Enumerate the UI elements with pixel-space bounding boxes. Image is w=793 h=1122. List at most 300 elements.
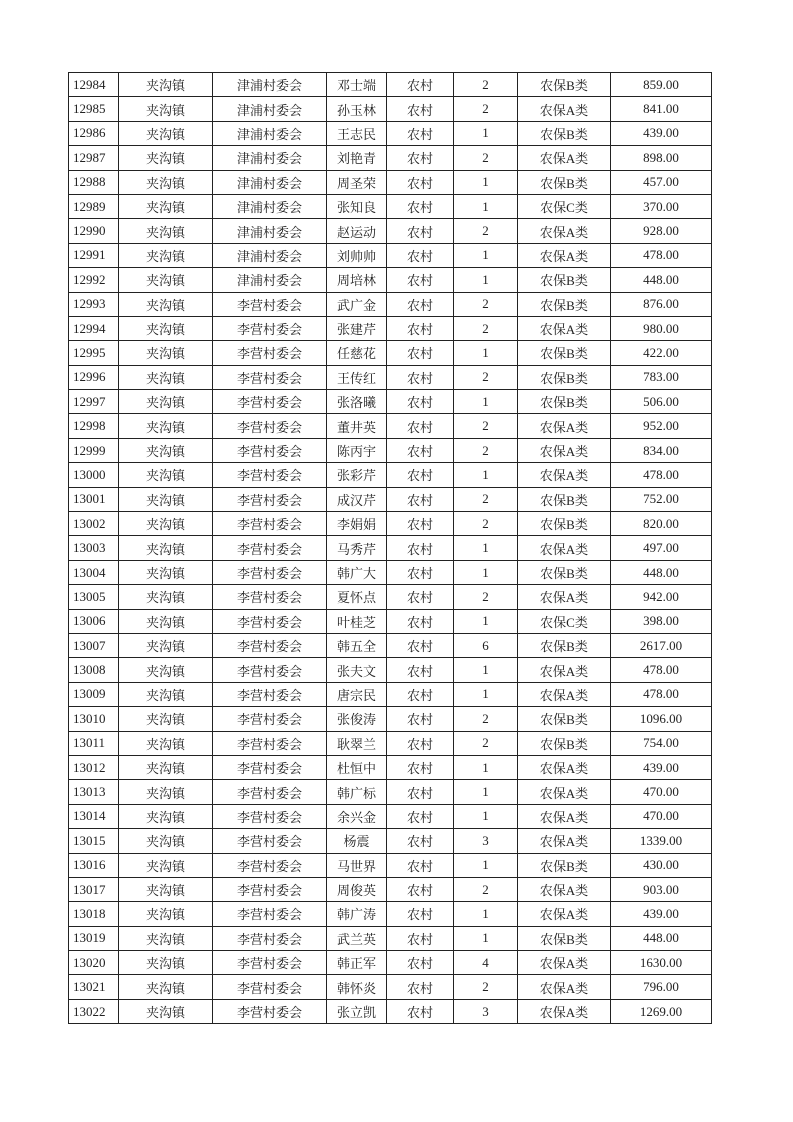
cell-town: 夹沟镇 [119, 97, 213, 121]
cell-amount: 470.00 [611, 780, 712, 804]
cell-village-committee: 李营村委会 [213, 341, 327, 365]
table-row [69, 731, 712, 755]
cell-town: 夹沟镇 [119, 707, 213, 731]
cell-area-type: 农村 [387, 829, 454, 853]
cell-town: 夹沟镇 [119, 536, 213, 560]
cell-amount: 841.00 [611, 97, 712, 121]
cell-name: 孙玉林 [327, 97, 387, 121]
table-row [69, 97, 712, 121]
cell-household-size: 1 [454, 121, 518, 145]
cell-name: 邓士端 [327, 73, 387, 97]
cell-amount: 876.00 [611, 292, 712, 316]
cell-amount: 439.00 [611, 902, 712, 926]
cell-area-type: 农村 [387, 633, 454, 657]
cell-name: 武广金 [327, 292, 387, 316]
cell-area-type: 农村 [387, 243, 454, 267]
cell-household-size: 1 [454, 926, 518, 950]
cell-insurance-category: 农保A类 [518, 999, 611, 1023]
cell-area-type: 农村 [387, 926, 454, 950]
cell-household-size: 2 [454, 146, 518, 170]
cell-insurance-category: 农保B类 [518, 341, 611, 365]
cell-record-id: 12996 [69, 365, 119, 389]
cell-area-type: 农村 [387, 658, 454, 682]
cell-insurance-category: 农保A类 [518, 536, 611, 560]
cell-village-committee: 李营村委会 [213, 365, 327, 389]
cell-village-committee: 李营村委会 [213, 438, 327, 462]
table-row [69, 170, 712, 194]
cell-area-type: 农村 [387, 341, 454, 365]
cell-record-id: 12984 [69, 73, 119, 97]
cell-town: 夹沟镇 [119, 975, 213, 999]
cell-name: 刘艳青 [327, 146, 387, 170]
table-row [69, 951, 712, 975]
cell-village-committee: 李营村委会 [213, 487, 327, 511]
cell-name: 耿翠兰 [327, 731, 387, 755]
cell-record-id: 13019 [69, 926, 119, 950]
cell-town: 夹沟镇 [119, 316, 213, 340]
cell-record-id: 13006 [69, 609, 119, 633]
cell-area-type: 农村 [387, 438, 454, 462]
cell-household-size: 2 [454, 219, 518, 243]
table-row [69, 926, 712, 950]
cell-household-size: 2 [454, 877, 518, 901]
cell-town: 夹沟镇 [119, 170, 213, 194]
cell-village-committee: 津浦村委会 [213, 243, 327, 267]
cell-area-type: 农村 [387, 292, 454, 316]
cell-household-size: 1 [454, 463, 518, 487]
table-row [69, 438, 712, 462]
cell-record-id: 13002 [69, 512, 119, 536]
cell-town: 夹沟镇 [119, 438, 213, 462]
cell-insurance-category: 农保A类 [518, 658, 611, 682]
cell-insurance-category: 农保A类 [518, 316, 611, 340]
cell-household-size: 1 [454, 560, 518, 584]
cell-town: 夹沟镇 [119, 999, 213, 1023]
cell-record-id: 12987 [69, 146, 119, 170]
cell-insurance-category: 农保B类 [518, 560, 611, 584]
cell-name: 刘帅帅 [327, 243, 387, 267]
cell-amount: 478.00 [611, 658, 712, 682]
cell-amount: 2617.00 [611, 633, 712, 657]
cell-area-type: 农村 [387, 146, 454, 170]
cell-record-id: 13001 [69, 487, 119, 511]
cell-name: 马秀芹 [327, 536, 387, 560]
cell-village-committee: 李营村委会 [213, 609, 327, 633]
cell-village-committee: 李营村委会 [213, 829, 327, 853]
cell-name: 成汉芹 [327, 487, 387, 511]
table-row [69, 292, 712, 316]
cell-town: 夹沟镇 [119, 877, 213, 901]
cell-household-size: 2 [454, 585, 518, 609]
cell-household-size: 2 [454, 975, 518, 999]
cell-record-id: 13018 [69, 902, 119, 926]
cell-insurance-category: 农保A类 [518, 975, 611, 999]
cell-household-size: 2 [454, 487, 518, 511]
cell-amount: 478.00 [611, 243, 712, 267]
cell-town: 夹沟镇 [119, 951, 213, 975]
table-row [69, 390, 712, 414]
cell-town: 夹沟镇 [119, 512, 213, 536]
cell-amount: 1630.00 [611, 951, 712, 975]
cell-town: 夹沟镇 [119, 365, 213, 389]
cell-village-committee: 李营村委会 [213, 658, 327, 682]
cell-insurance-category: 农保A类 [518, 755, 611, 779]
cell-household-size: 1 [454, 682, 518, 706]
cell-amount: 430.00 [611, 853, 712, 877]
cell-area-type: 农村 [387, 609, 454, 633]
cell-amount: 448.00 [611, 268, 712, 292]
cell-household-size: 2 [454, 512, 518, 536]
cell-record-id: 13000 [69, 463, 119, 487]
table-row [69, 902, 712, 926]
cell-insurance-category: 农保B类 [518, 292, 611, 316]
cell-record-id: 12985 [69, 97, 119, 121]
cell-record-id: 13005 [69, 585, 119, 609]
cell-record-id: 13010 [69, 707, 119, 731]
cell-amount: 903.00 [611, 877, 712, 901]
cell-household-size: 1 [454, 804, 518, 828]
cell-insurance-category: 农保B类 [518, 268, 611, 292]
cell-record-id: 13013 [69, 780, 119, 804]
cell-town: 夹沟镇 [119, 585, 213, 609]
cell-village-committee: 李营村委会 [213, 463, 327, 487]
cell-insurance-category: 农保B类 [518, 731, 611, 755]
cell-name: 王传红 [327, 365, 387, 389]
cell-village-committee: 津浦村委会 [213, 97, 327, 121]
cell-household-size: 1 [454, 780, 518, 804]
cell-name: 韩五全 [327, 633, 387, 657]
cell-household-size: 1 [454, 536, 518, 560]
cell-amount: 752.00 [611, 487, 712, 511]
cell-household-size: 1 [454, 170, 518, 194]
cell-village-committee: 李营村委会 [213, 755, 327, 779]
cell-amount: 898.00 [611, 146, 712, 170]
cell-village-committee: 李营村委会 [213, 585, 327, 609]
cell-area-type: 农村 [387, 390, 454, 414]
cell-village-committee: 李营村委会 [213, 731, 327, 755]
table-row [69, 268, 712, 292]
cell-record-id: 13009 [69, 682, 119, 706]
cell-record-id: 13014 [69, 804, 119, 828]
cell-household-size: 4 [454, 951, 518, 975]
cell-name: 周培林 [327, 268, 387, 292]
table-row [69, 975, 712, 999]
cell-record-id: 13003 [69, 536, 119, 560]
cell-name: 唐宗民 [327, 682, 387, 706]
cell-amount: 754.00 [611, 731, 712, 755]
cell-area-type: 农村 [387, 731, 454, 755]
cell-record-id: 13004 [69, 560, 119, 584]
cell-village-committee: 津浦村委会 [213, 146, 327, 170]
cell-name: 杜恒中 [327, 755, 387, 779]
cell-record-id: 12999 [69, 438, 119, 462]
cell-area-type: 农村 [387, 219, 454, 243]
cell-record-id: 13020 [69, 951, 119, 975]
table-row [69, 658, 712, 682]
cell-area-type: 农村 [387, 73, 454, 97]
cell-village-committee: 李营村委会 [213, 707, 327, 731]
cell-amount: 457.00 [611, 170, 712, 194]
cell-name: 武兰英 [327, 926, 387, 950]
cell-record-id: 12992 [69, 268, 119, 292]
cell-record-id: 13015 [69, 829, 119, 853]
cell-area-type: 农村 [387, 560, 454, 584]
cell-town: 夹沟镇 [119, 658, 213, 682]
cell-insurance-category: 农保A类 [518, 804, 611, 828]
cell-name: 韩广涛 [327, 902, 387, 926]
cell-insurance-category: 农保A类 [518, 902, 611, 926]
cell-record-id: 13012 [69, 755, 119, 779]
table-row [69, 804, 712, 828]
cell-household-size: 2 [454, 97, 518, 121]
cell-name: 张俊涛 [327, 707, 387, 731]
cell-household-size: 2 [454, 292, 518, 316]
table-row [69, 341, 712, 365]
cell-name: 张夫文 [327, 658, 387, 682]
cell-area-type: 农村 [387, 121, 454, 145]
cell-record-id: 12997 [69, 390, 119, 414]
cell-record-id: 13021 [69, 975, 119, 999]
cell-amount: 859.00 [611, 73, 712, 97]
cell-town: 夹沟镇 [119, 487, 213, 511]
cell-village-committee: 李营村委会 [213, 804, 327, 828]
benefit-table [68, 72, 712, 1024]
cell-village-committee: 李营村委会 [213, 682, 327, 706]
table-row [69, 243, 712, 267]
table-row [69, 999, 712, 1023]
cell-amount: 422.00 [611, 341, 712, 365]
cell-village-committee: 李营村委会 [213, 902, 327, 926]
cell-insurance-category: 农保C类 [518, 194, 611, 218]
cell-insurance-category: 农保A类 [518, 414, 611, 438]
cell-insurance-category: 农保A类 [518, 243, 611, 267]
cell-amount: 980.00 [611, 316, 712, 340]
cell-insurance-category: 农保A类 [518, 585, 611, 609]
cell-name: 张洛曦 [327, 390, 387, 414]
cell-town: 夹沟镇 [119, 780, 213, 804]
cell-name: 李娟娟 [327, 512, 387, 536]
cell-area-type: 农村 [387, 804, 454, 828]
cell-amount: 1339.00 [611, 829, 712, 853]
cell-village-committee: 李营村委会 [213, 633, 327, 657]
cell-amount: 820.00 [611, 512, 712, 536]
cell-amount: 1269.00 [611, 999, 712, 1023]
cell-amount: 506.00 [611, 390, 712, 414]
cell-record-id: 12990 [69, 219, 119, 243]
cell-area-type: 农村 [387, 877, 454, 901]
cell-amount: 796.00 [611, 975, 712, 999]
table-row [69, 755, 712, 779]
cell-household-size: 6 [454, 633, 518, 657]
cell-household-size: 1 [454, 658, 518, 682]
cell-area-type: 农村 [387, 682, 454, 706]
cell-area-type: 农村 [387, 97, 454, 121]
cell-amount: 942.00 [611, 585, 712, 609]
cell-household-size: 1 [454, 194, 518, 218]
cell-record-id: 12994 [69, 316, 119, 340]
cell-name: 张彩芹 [327, 463, 387, 487]
cell-village-committee: 李营村委会 [213, 951, 327, 975]
table-row [69, 853, 712, 877]
cell-village-committee: 李营村委会 [213, 926, 327, 950]
cell-village-committee: 李营村委会 [213, 560, 327, 584]
cell-village-committee: 津浦村委会 [213, 219, 327, 243]
cell-household-size: 3 [454, 829, 518, 853]
cell-household-size: 2 [454, 414, 518, 438]
cell-area-type: 农村 [387, 268, 454, 292]
table-row [69, 414, 712, 438]
table-row [69, 316, 712, 340]
cell-town: 夹沟镇 [119, 73, 213, 97]
cell-insurance-category: 农保B类 [518, 365, 611, 389]
cell-insurance-category: 农保A类 [518, 219, 611, 243]
cell-area-type: 农村 [387, 170, 454, 194]
cell-town: 夹沟镇 [119, 633, 213, 657]
cell-name: 王志民 [327, 121, 387, 145]
cell-village-committee: 李营村委会 [213, 999, 327, 1023]
table-row [69, 536, 712, 560]
cell-name: 杨震 [327, 829, 387, 853]
cell-village-committee: 津浦村委会 [213, 121, 327, 145]
cell-town: 夹沟镇 [119, 194, 213, 218]
cell-name: 韩广标 [327, 780, 387, 804]
cell-insurance-category: 农保B类 [518, 707, 611, 731]
cell-record-id: 13022 [69, 999, 119, 1023]
cell-village-committee: 李营村委会 [213, 853, 327, 877]
cell-area-type: 农村 [387, 707, 454, 731]
cell-name: 任慈花 [327, 341, 387, 365]
cell-insurance-category: 农保A类 [518, 97, 611, 121]
cell-name: 马世界 [327, 853, 387, 877]
cell-town: 夹沟镇 [119, 268, 213, 292]
table-row [69, 560, 712, 584]
cell-village-committee: 津浦村委会 [213, 73, 327, 97]
cell-town: 夹沟镇 [119, 390, 213, 414]
table-row [69, 487, 712, 511]
cell-name: 张立凯 [327, 999, 387, 1023]
cell-area-type: 农村 [387, 975, 454, 999]
cell-amount: 952.00 [611, 414, 712, 438]
cell-name: 赵运动 [327, 219, 387, 243]
cell-name: 张建芹 [327, 316, 387, 340]
table-row [69, 73, 712, 97]
cell-name: 张知良 [327, 194, 387, 218]
cell-household-size: 1 [454, 902, 518, 926]
cell-town: 夹沟镇 [119, 682, 213, 706]
cell-town: 夹沟镇 [119, 219, 213, 243]
cell-town: 夹沟镇 [119, 292, 213, 316]
cell-record-id: 13008 [69, 658, 119, 682]
table-row [69, 463, 712, 487]
cell-village-committee: 津浦村委会 [213, 268, 327, 292]
cell-insurance-category: 农保A类 [518, 146, 611, 170]
cell-town: 夹沟镇 [119, 341, 213, 365]
cell-village-committee: 李营村委会 [213, 780, 327, 804]
table-row [69, 707, 712, 731]
cell-amount: 834.00 [611, 438, 712, 462]
table-body [69, 73, 712, 1024]
table-row [69, 585, 712, 609]
cell-amount: 398.00 [611, 609, 712, 633]
cell-town: 夹沟镇 [119, 755, 213, 779]
cell-household-size: 2 [454, 365, 518, 389]
cell-area-type: 农村 [387, 951, 454, 975]
cell-record-id: 12998 [69, 414, 119, 438]
cell-record-id: 12989 [69, 194, 119, 218]
cell-insurance-category: 农保A类 [518, 951, 611, 975]
cell-town: 夹沟镇 [119, 804, 213, 828]
cell-household-size: 3 [454, 999, 518, 1023]
cell-area-type: 农村 [387, 194, 454, 218]
cell-amount: 783.00 [611, 365, 712, 389]
cell-household-size: 2 [454, 316, 518, 340]
cell-village-committee: 李营村委会 [213, 877, 327, 901]
cell-record-id: 12995 [69, 341, 119, 365]
cell-record-id: 12988 [69, 170, 119, 194]
cell-area-type: 农村 [387, 414, 454, 438]
cell-area-type: 农村 [387, 780, 454, 804]
cell-village-committee: 李营村委会 [213, 292, 327, 316]
cell-name: 夏怀点 [327, 585, 387, 609]
cell-area-type: 农村 [387, 487, 454, 511]
cell-amount: 497.00 [611, 536, 712, 560]
cell-name: 陈丙宇 [327, 438, 387, 462]
cell-record-id: 13017 [69, 877, 119, 901]
cell-insurance-category: 农保A类 [518, 682, 611, 706]
cell-amount: 448.00 [611, 560, 712, 584]
cell-amount: 928.00 [611, 219, 712, 243]
cell-town: 夹沟镇 [119, 146, 213, 170]
table-row [69, 633, 712, 657]
cell-village-committee: 津浦村委会 [213, 194, 327, 218]
cell-area-type: 农村 [387, 463, 454, 487]
cell-household-size: 1 [454, 390, 518, 414]
cell-area-type: 农村 [387, 365, 454, 389]
cell-town: 夹沟镇 [119, 243, 213, 267]
cell-town: 夹沟镇 [119, 121, 213, 145]
cell-town: 夹沟镇 [119, 560, 213, 584]
cell-household-size: 1 [454, 609, 518, 633]
table-row [69, 877, 712, 901]
cell-area-type: 农村 [387, 902, 454, 926]
cell-household-size: 1 [454, 243, 518, 267]
table-row [69, 219, 712, 243]
cell-village-committee: 李营村委会 [213, 512, 327, 536]
cell-record-id: 12993 [69, 292, 119, 316]
cell-amount: 478.00 [611, 463, 712, 487]
cell-insurance-category: 农保A类 [518, 780, 611, 804]
cell-household-size: 2 [454, 73, 518, 97]
cell-insurance-category: 农保B类 [518, 121, 611, 145]
cell-name: 周圣荣 [327, 170, 387, 194]
cell-village-committee: 津浦村委会 [213, 170, 327, 194]
cell-area-type: 农村 [387, 585, 454, 609]
table-row [69, 682, 712, 706]
cell-area-type: 农村 [387, 512, 454, 536]
cell-insurance-category: 农保B类 [518, 853, 611, 877]
cell-record-id: 12991 [69, 243, 119, 267]
cell-amount: 370.00 [611, 194, 712, 218]
cell-household-size: 1 [454, 268, 518, 292]
cell-amount: 439.00 [611, 121, 712, 145]
table-row [69, 780, 712, 804]
cell-town: 夹沟镇 [119, 829, 213, 853]
cell-insurance-category: 农保C类 [518, 609, 611, 633]
table-row [69, 365, 712, 389]
cell-household-size: 1 [454, 341, 518, 365]
cell-insurance-category: 农保A类 [518, 463, 611, 487]
cell-insurance-category: 农保B类 [518, 170, 611, 194]
